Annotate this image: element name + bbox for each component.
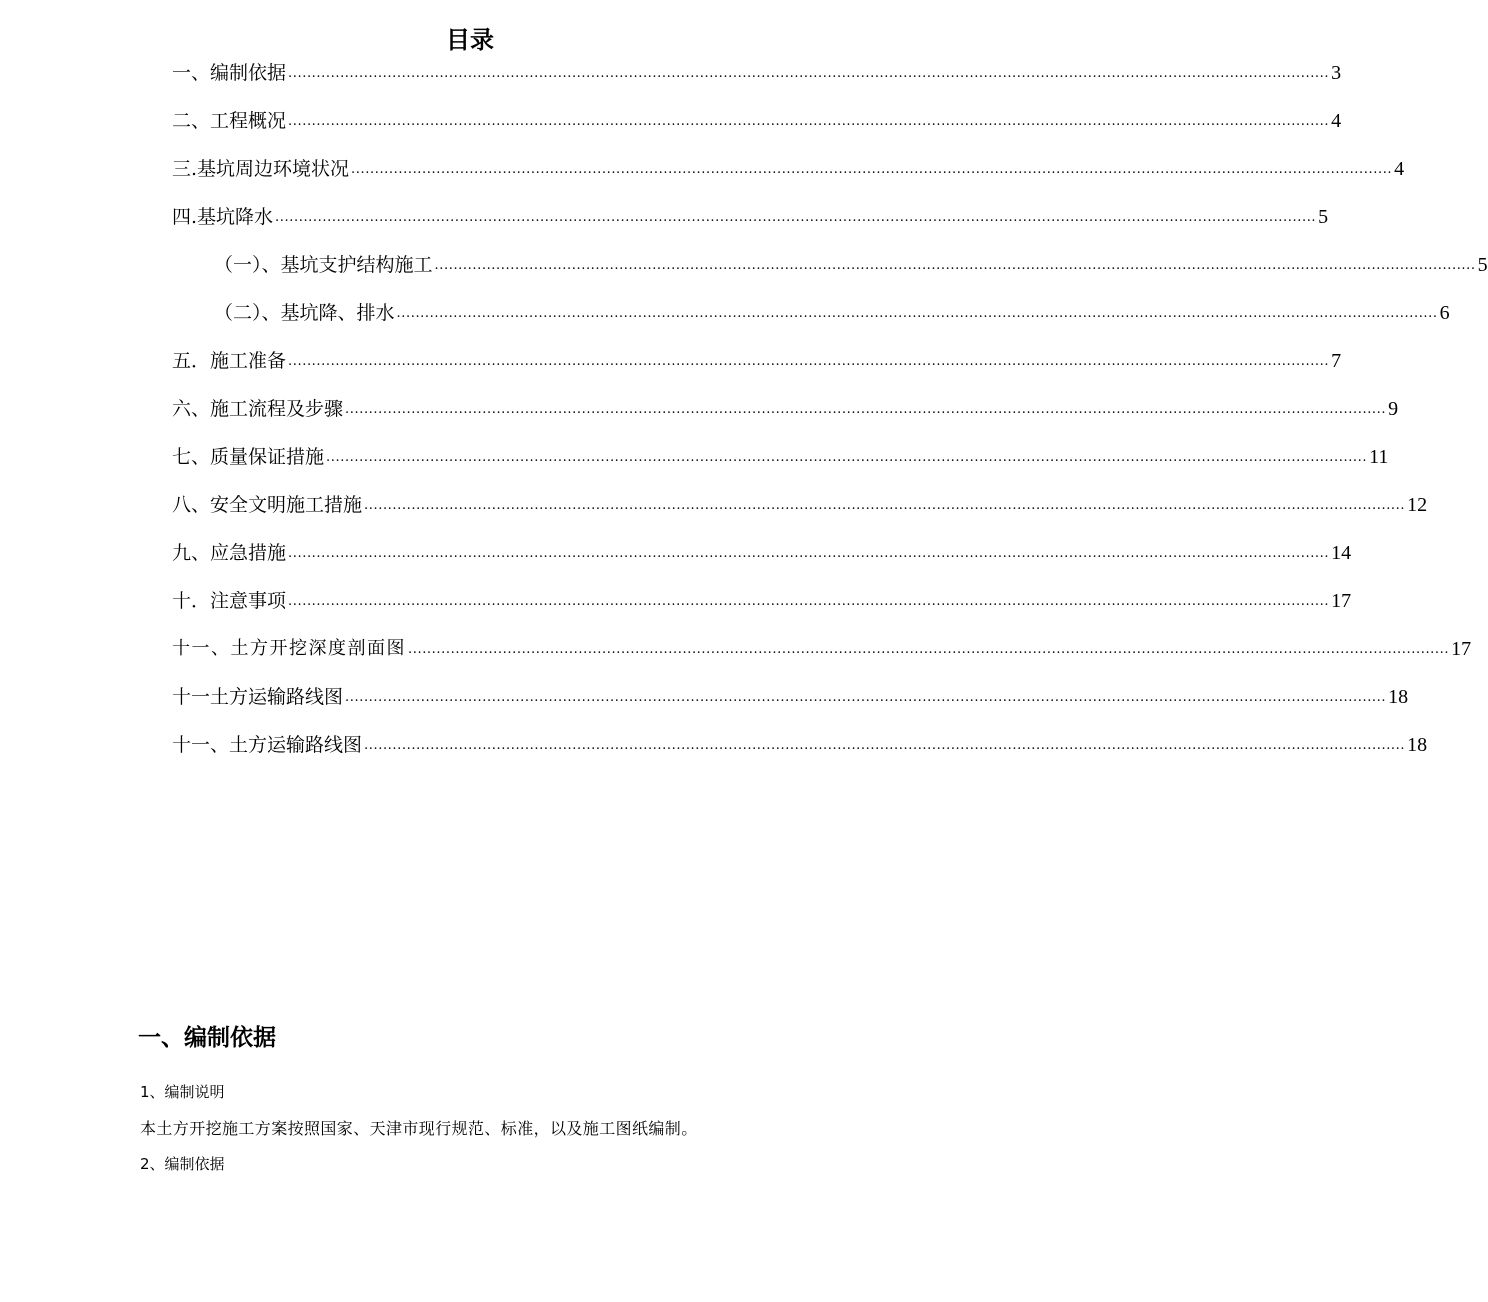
toc-leader-dots: ............................................................................................................................................................................................................................ [288, 546, 1330, 561]
toc-entry-page: 12 [1407, 494, 1428, 516]
toc-entry-page: 6 [1439, 302, 1450, 324]
toc-entry-page: 17 [1451, 638, 1472, 660]
toc-leader-dots: ............................................................................................................................................................................................................................ [364, 738, 1406, 753]
toc-entry-label: 九、应急措施 [172, 542, 287, 564]
toc-entry-label: （一）、基坑支护结构施工 [214, 254, 433, 276]
toc-entry[interactable] [172, 632, 1472, 666]
toc-entry[interactable] [172, 488, 1428, 522]
toc-leader-dots: ............................................................................................................................................................................................................................ [408, 642, 1450, 657]
toc-entry-page: 18 [1407, 734, 1428, 756]
toc-leader-dots: ............................................................................................................................................................................................................................ [288, 66, 1330, 81]
toc-entry[interactable] [172, 728, 1428, 762]
toc-entry-label: 十．注意事项 [172, 590, 287, 612]
toc-entry-page: 11 [1369, 446, 1389, 468]
toc-leader-dots: ............................................................................................................................................................................................................................ [288, 114, 1330, 129]
toc-entry-page: 3 [1331, 62, 1342, 84]
toc-entry-label: 二、工程概况 [172, 110, 287, 132]
toc-entry-label: （二）、基坑降、排水 [214, 302, 395, 324]
sub-heading-compile-basis: 2、编制依据 [140, 1155, 225, 1173]
toc-entry-page: 7 [1331, 350, 1342, 372]
sub-heading-compile-note: 1、编制说明 [140, 1083, 225, 1101]
toc-entry-label: 四.基坑降水 [172, 206, 274, 228]
toc-entry-page: 9 [1388, 398, 1399, 420]
section-heading: 一、编制依据 [138, 1025, 276, 1051]
toc-entry-page: 5 [1477, 254, 1488, 276]
toc-entry-page: 17 [1331, 590, 1352, 612]
toc-entry-page: 5 [1318, 206, 1329, 228]
toc-entry-label: 七、质量保证措施 [172, 446, 325, 468]
toc-entry-page: 18 [1388, 686, 1409, 708]
toc-entry-label: 五．施工准备 [172, 350, 287, 372]
toc-entry[interactable] [172, 56, 1342, 90]
toc-entry[interactable] [172, 680, 1409, 714]
toc-leader-dots: ............................................................................................................................................................................................................................ [345, 690, 1387, 705]
toc-entry-page: 4 [1394, 158, 1405, 180]
toc-leader-dots: ............................................................................................................................................................................................................................ [275, 210, 1317, 225]
toc-entry[interactable] [172, 152, 1405, 186]
toc-entry[interactable] [172, 104, 1342, 138]
toc-leader-dots: ............................................................................................................................................................................................................................ [396, 306, 1438, 321]
toc-leader-dots: ............................................................................................................................................................................................................................ [351, 162, 1393, 177]
toc-entry[interactable] [172, 344, 1342, 378]
toc-leader-dots: ............................................................................................................................................................................................................................ [288, 594, 1330, 609]
toc-entry[interactable] [172, 392, 1399, 426]
toc-entry-label: 十一、土方开挖深度剖面图 [172, 638, 406, 659]
toc-entry[interactable] [172, 200, 1329, 234]
toc-entry[interactable] [172, 440, 1389, 474]
toc-entry-label: 六、施工流程及步骤 [172, 398, 344, 420]
toc-entry[interactable] [214, 248, 1488, 282]
toc-leader-dots: ............................................................................................................................................................................................................................ [288, 354, 1330, 369]
toc-entry-label: 十一、土方运输路线图 [172, 734, 363, 756]
toc-leader-dots: ............................................................................................................................................................................................................................ [434, 258, 1476, 273]
toc-entry[interactable] [214, 296, 1450, 330]
body-paragraph: 本土方开挖施工方案按照国家、天津市现行规范、标准，以及施工图纸编制。 [140, 1119, 698, 1138]
toc-entry-label: 一、编制依据 [172, 62, 287, 84]
toc-entry-page: 4 [1331, 110, 1342, 132]
toc-title: 目录 [446, 25, 494, 55]
toc-entry-page: 14 [1331, 542, 1352, 564]
toc-entry-label: 十一土方运输路线图 [172, 686, 344, 708]
toc-entry[interactable] [172, 584, 1352, 618]
toc-entry[interactable] [172, 536, 1352, 570]
toc-leader-dots: ............................................................................................................................................................................................................................ [345, 402, 1387, 417]
toc-entry-label: 八、安全文明施工措施 [172, 494, 363, 516]
toc-entry-label: 三.基坑周边环境状况 [172, 158, 350, 180]
toc-leader-dots: ............................................................................................................................................................................................................................ [326, 450, 1368, 465]
toc-leader-dots: ............................................................................................................................................................................................................................ [364, 498, 1406, 513]
